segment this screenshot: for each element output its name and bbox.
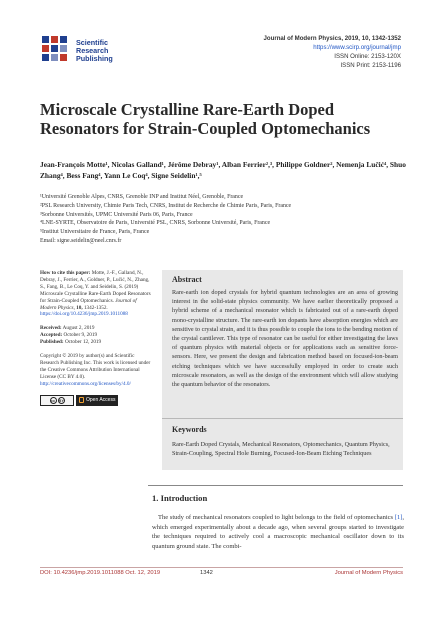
publisher-line: Scientific — [76, 38, 108, 47]
issn-print: ISSN Print: 2153-1196 — [340, 62, 401, 69]
section-divider — [148, 485, 403, 486]
paper-title: Microscale Crystalline Rare-Earth Doped Resonators for Strain-Coupled Optomechanics — [40, 100, 371, 138]
publisher-logo — [40, 34, 180, 74]
cite-doi-link[interactable]: https://doi.org/10.4236/jmp.2019.1011088 — [40, 311, 128, 318]
publisher-name — [76, 39, 113, 64]
affiliation-item: ¹Université Grenoble Alpes, CNRS, Grenoble INP and Institut Néel, Grenoble, France — [40, 194, 244, 200]
footer-doi[interactable]: DOI: 10.4236/jmp.2019.1011088 Oct. 12, 2019 — [40, 570, 161, 576]
citation-block — [40, 270, 152, 318]
intro-text-end: , which emerged experimentally about a decade ago, when several groups started to investigate the techniques required to actively cool a macroscopic mechanical oscillator down to its quantum ground state. The combi- — [152, 514, 404, 550]
article-info-sidebar — [40, 270, 152, 406]
footer-divider — [40, 567, 403, 568]
copyright-text: Copyright © 2019 by author(s) and Scientific Research Publishing Inc. This work is licensed under the Creative Commons Attribution International License (CC BY 4.0). — [40, 353, 151, 380]
cite-volume: 10, — [76, 304, 83, 311]
by-icon: BY — [58, 397, 65, 403]
journal-meta — [263, 34, 401, 70]
keywords-heading: Keywords — [172, 425, 207, 434]
open-access-badge[interactable] — [76, 395, 118, 406]
footer-journal: Journal of Modern Physics — [334, 570, 403, 576]
keywords-text: Rare-Earth Doped Crystals, Mechanical Resonators, Optomechanics, Quantum Physics, Strain-Coupling, Spectral Hole Burning, Focused-Ion-Beam Etching Techniques — [172, 441, 390, 458]
cite-label: How to cite this paper: — [40, 270, 91, 276]
published-date: October 12, 2019 — [64, 339, 102, 346]
received-label: Received: — [40, 325, 62, 332]
published-label: Published: — [40, 339, 64, 346]
affiliations — [40, 193, 410, 246]
abstract-divider — [162, 418, 403, 419]
author-list: Jean-François Motte¹, Nicolas Galland¹, Jérôme Debray¹, Alban Ferrier²,³, Philippe Goldner², Nemenja Lučić⁴, Shuo Zhang⁴, Bess Fang⁴, Yann Le Coq⁴, Signe Seidelin¹,⁵ — [40, 160, 406, 180]
affiliation-item: ⁴LNE-SYRTE, Observatoire de Paris, Université PSL, CNRS, Sorbonne Université, Paris, France — [40, 220, 271, 227]
abstract-heading: Abstract — [172, 275, 202, 284]
contact-email[interactable]: Email: signe.seidelin@neel.cnrs.fr — [40, 237, 122, 244]
publisher-line: Research — [76, 46, 109, 56]
issn-online: ISSN Online: 2153-120X — [334, 53, 401, 60]
abstract-text: Rare-earth ion doped crystals for hybrid quantum technologies are an area of growing interest in the solid-state physics community. We have earlier theoretically proposed a hybrid scheme of a mechanical resonator which is fabricated out of a rare-earth doped mono-crystalline structure. The rare-earth ion dopants have absorption energies which are sensitive to crystal strain, and it is thus possible to couple the ions to the bending motion of the crystal cantilever. This type of resonator can be useful for either investigating the laws of quantum physics with material objects or for applications such as sensitive force-sensors. Here, we present the design and fabrication method based on focused-ion-beam etching techniques which we have successfully employed in order to create such microscale resonators, as well as the design of the environment which will allow studying the quantum behavior of the resonators. — [172, 289, 398, 389]
affiliation-item: ⁵Institut Universitaire de France, Paris, France — [40, 229, 150, 236]
reference-link[interactable]: [1] — [394, 514, 403, 521]
cite-text: Motte, J.-F., Galland, N., Debray, J., Ferrier, A., Goldner, P., Lučić, N., Zhang, S., Fang, B., Le Coq, Y. and Seidelin, S. (2019) Microscale Crystalline Rare-Earth Doped Resonators for Strain-Coupled Optomechanics. — [40, 270, 151, 304]
open-access-label: Open Access — [86, 396, 116, 403]
accepted-label: Accepted: — [40, 332, 63, 339]
cite-journal: Journal of Modern Physics, — [40, 297, 137, 311]
intro-text-start: The study of mechanical resonators coupled to light belongs to the field of optomechanics — [158, 514, 395, 521]
affiliation-item: ²PSL Research University, Chimie Paris Tech, CNRS, Institut de Recherche de Chimie Paris, Paris, France — [40, 202, 292, 209]
copyright-block — [40, 353, 152, 388]
received-date: August 2, 2019 — [62, 325, 95, 332]
license-link[interactable]: http://creativecommons.org/licenses/by/4.0/ — [40, 380, 131, 387]
introduction-paragraph — [152, 513, 404, 551]
open-lock-icon — [79, 397, 84, 403]
publisher-line: Publishing — [76, 54, 113, 64]
journal-citation: Journal of Modern Physics, 2019, 10, 1342-1352 — [263, 35, 401, 42]
cc-by-badge[interactable] — [40, 395, 74, 406]
page-number: 1342 — [200, 570, 213, 576]
cite-pages: 1342-1352. — [83, 304, 108, 311]
srp-logo-icon — [40, 34, 72, 66]
affiliation-item: ³Sorbonne Universités, UPMC Université Paris 06, Paris, France — [40, 211, 193, 218]
dates-block — [40, 325, 152, 346]
journal-url-link[interactable]: https://www.scirp.org/journal/jmp — [313, 44, 401, 51]
accepted-date: October 9, 2019 — [63, 332, 98, 339]
introduction-heading: 1. Introduction — [152, 493, 208, 503]
cc-icon: cc — [50, 397, 56, 403]
license-badges — [40, 395, 152, 406]
